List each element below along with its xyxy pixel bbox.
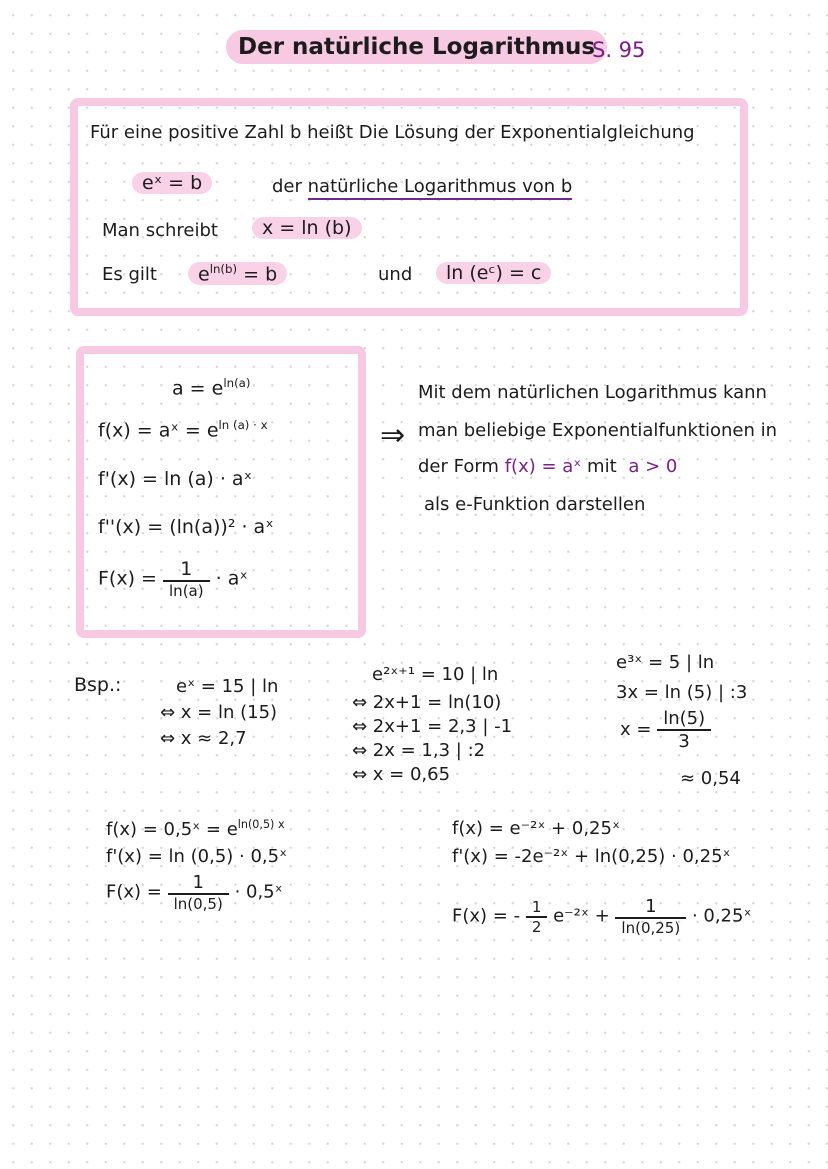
note-line-4: als e-Funktion darstellen: [424, 494, 646, 515]
right-F-mid: e⁻²ˣ +: [553, 905, 610, 927]
example-1-line-1: eˣ = 15 | ln: [176, 676, 279, 697]
example-3-den: 3: [678, 731, 690, 752]
formula-a-base: a = e: [172, 377, 224, 400]
left-F: [106, 872, 283, 913]
right-f1: f'(x) = -2e⁻²ˣ + ln(0,25) · 0,25ˣ: [452, 846, 731, 867]
definition-label-pre: der: [272, 176, 302, 197]
formula-f-left: f(x) = aˣ = e: [98, 419, 219, 442]
formula-F-fraction: [163, 558, 210, 600]
note-condition: a > 0: [628, 456, 678, 477]
right-F-den: ln(0,25): [621, 919, 681, 937]
identity-2: ln (eᶜ) = c: [436, 262, 551, 284]
example-3-line-3: [620, 708, 711, 752]
example-3-line-4: ≈ 0,54: [680, 768, 741, 789]
right-f: f(x) = e⁻²ˣ + 0,25ˣ: [452, 818, 620, 839]
right-F-half-num: 1: [526, 898, 548, 918]
exp-equation: eˣ = b: [132, 172, 212, 194]
example-1-line-2: ⇔ x = ln (15): [160, 702, 278, 723]
right-F-fraction: [615, 896, 686, 937]
formula-f2: f''(x) = (ln(a))² · aˣ: [98, 516, 274, 538]
example-2-line-1: e²ˣ⁺¹ = 10 | ln: [372, 664, 499, 685]
right-F-left: F(x) = -: [452, 905, 521, 927]
natural-log-term: natürliche Logarithmus von b: [308, 176, 573, 200]
example-2-line-2: ⇔ 2x+1 = ln(10): [352, 692, 502, 713]
formula-F-num: 1: [163, 558, 210, 582]
right-F-half: [526, 898, 548, 936]
page-title: Der natürliche Logarithmus: [226, 30, 607, 64]
formula-F-den: ln(a): [169, 582, 204, 600]
note-formula: f(x) = aˣ: [504, 456, 582, 477]
right-F: [452, 896, 751, 937]
note-line-3-pre: der Form: [418, 456, 499, 477]
example-1-line-3: ⇔ x ≈ 2,7: [160, 728, 247, 749]
formula-f-exp: ln (a) · x: [218, 418, 268, 432]
example-2-line-3: ⇔ 2x+1 = 2,3 | -1: [352, 716, 513, 737]
left-F-den: ln(0,5): [173, 895, 223, 913]
writes-label: Man schreibt: [102, 220, 218, 241]
right-F-half-den: 2: [531, 917, 542, 936]
and-label: und: [378, 264, 413, 285]
left-F-left: F(x) =: [106, 881, 162, 903]
left-F-num: 1: [168, 872, 229, 895]
formula-F-left: F(x) =: [98, 567, 157, 590]
example-3-line-1: e³ˣ = 5 | ln: [616, 652, 715, 673]
note-line-2: man beliebige Exponentialfunktionen in: [418, 420, 778, 441]
example-3-line-3-left: x =: [620, 719, 652, 740]
left-f: [106, 818, 285, 840]
example-3-line-2: 3x = ln (5) | :3: [616, 682, 748, 703]
holds-label: Es gilt: [102, 264, 157, 285]
note-line-3: [418, 456, 677, 477]
identity-1-exp: ln(b): [209, 262, 238, 276]
note-line-1: Mit dem natürlichen Logarithmus kann: [418, 382, 767, 403]
left-f-exp: ln(0,5) x: [237, 818, 285, 831]
identity-1: [188, 262, 287, 285]
example-2-line-5: ⇔ x = 0,65: [352, 764, 451, 785]
note-line-3-mid: mit: [587, 456, 617, 477]
left-F-fraction: [168, 872, 229, 913]
identity-1-base: e: [198, 263, 210, 286]
formula-a: [172, 376, 250, 399]
left-F-right: · 0,5ˣ: [234, 881, 283, 903]
example-3-num: ln(5): [657, 708, 711, 731]
formula-f: [98, 418, 268, 441]
left-f-text: f(x) = 0,5ˣ = e: [106, 819, 238, 840]
left-f1: f'(x) = ln (0,5) · 0,5ˣ: [106, 846, 288, 867]
examples-label: Bsp.:: [74, 674, 122, 696]
formula-F: [98, 558, 248, 600]
definition-label: [272, 176, 572, 197]
ln-notation: x = ln (b): [252, 217, 362, 239]
page-reference: S. 95: [592, 38, 646, 62]
formula-f1: f'(x) = ln (a) · aˣ: [98, 468, 253, 490]
example-2-line-4: ⇔ 2x = 1,3 | :2: [352, 740, 486, 761]
right-F-right: · 0,25ˣ: [691, 905, 752, 927]
formula-a-exp: ln(a): [223, 376, 251, 390]
identity-1-rest: = b: [243, 263, 278, 286]
definition-line-1: Für eine positive Zahl b heißt Die Lösung der Exponentialgleichung: [90, 122, 695, 143]
implies-arrow-icon: ⇒: [380, 418, 406, 453]
example-3-fraction: [657, 708, 711, 752]
right-F-num: 1: [615, 896, 686, 919]
formula-F-right: · aˣ: [215, 567, 248, 590]
